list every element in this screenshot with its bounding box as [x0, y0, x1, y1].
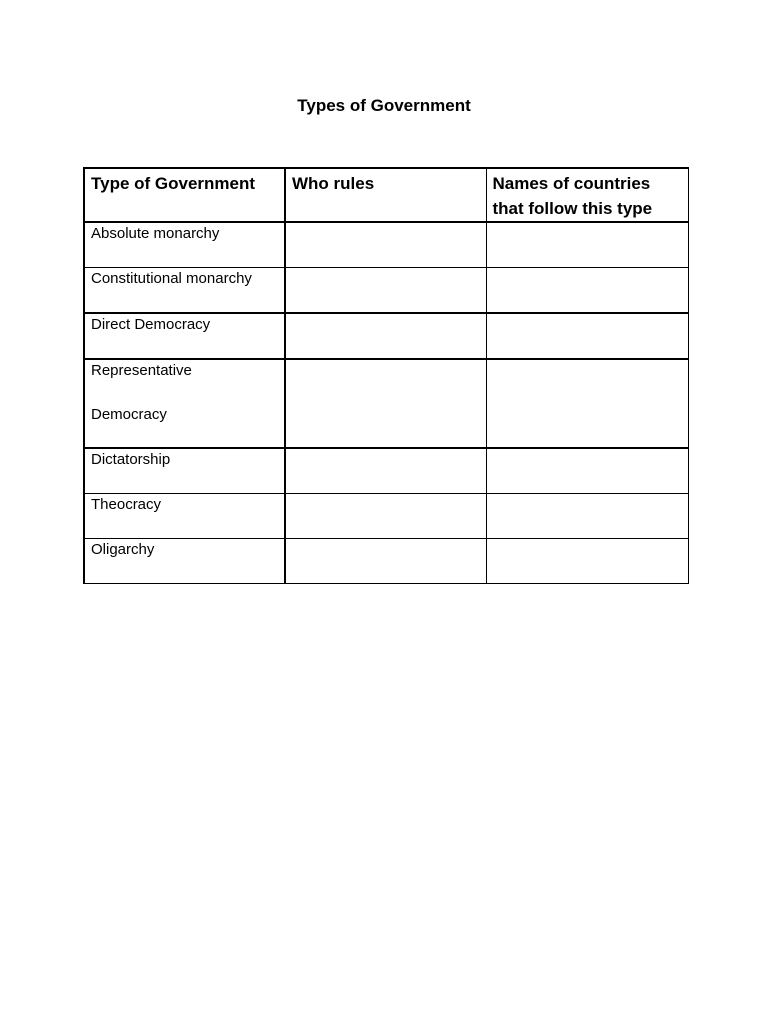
cell-countries[interactable]	[486, 448, 688, 494]
cell-type: Direct Democracy	[84, 313, 285, 359]
table-row	[84, 268, 688, 314]
table-row	[84, 539, 688, 584]
cell-who-rules[interactable]	[285, 313, 486, 359]
cell-type: Dictatorship	[84, 448, 285, 494]
cell-countries[interactable]	[486, 494, 688, 539]
cell-type: Theocracy	[84, 494, 285, 539]
cell-who-rules[interactable]	[285, 268, 486, 314]
table-row	[84, 222, 688, 268]
page-title: Types of Government	[297, 96, 471, 115]
government-types-table	[83, 167, 689, 584]
table-row	[84, 359, 688, 448]
cell-type: Absolute monarchy	[84, 222, 285, 268]
cell-who-rules[interactable]	[285, 494, 486, 539]
cell-type: Oligarchy	[84, 539, 285, 584]
table-row	[84, 494, 688, 539]
cell-countries[interactable]	[486, 539, 688, 584]
cell-who-rules[interactable]	[285, 448, 486, 494]
cell-who-rules[interactable]	[285, 222, 486, 268]
header-type-of-government: Type of Government	[84, 168, 285, 222]
cell-type: Constitutional monarchy	[84, 268, 285, 314]
cell-who-rules[interactable]	[285, 359, 486, 448]
cell-type-line1: Representative	[91, 362, 192, 379]
cell-type	[84, 359, 285, 448]
cell-countries[interactable]	[486, 222, 688, 268]
header-country-names: Names of countries that follow this type	[486, 168, 688, 222]
header-who-rules: Who rules	[285, 168, 486, 222]
cell-who-rules[interactable]	[285, 539, 486, 584]
table-header-row	[84, 168, 688, 222]
table-row	[84, 313, 688, 359]
cell-countries[interactable]	[486, 359, 688, 448]
table-row	[84, 448, 688, 494]
cell-countries[interactable]	[486, 313, 688, 359]
cell-countries[interactable]	[486, 268, 688, 314]
cell-type-line2: Democracy	[91, 406, 167, 423]
